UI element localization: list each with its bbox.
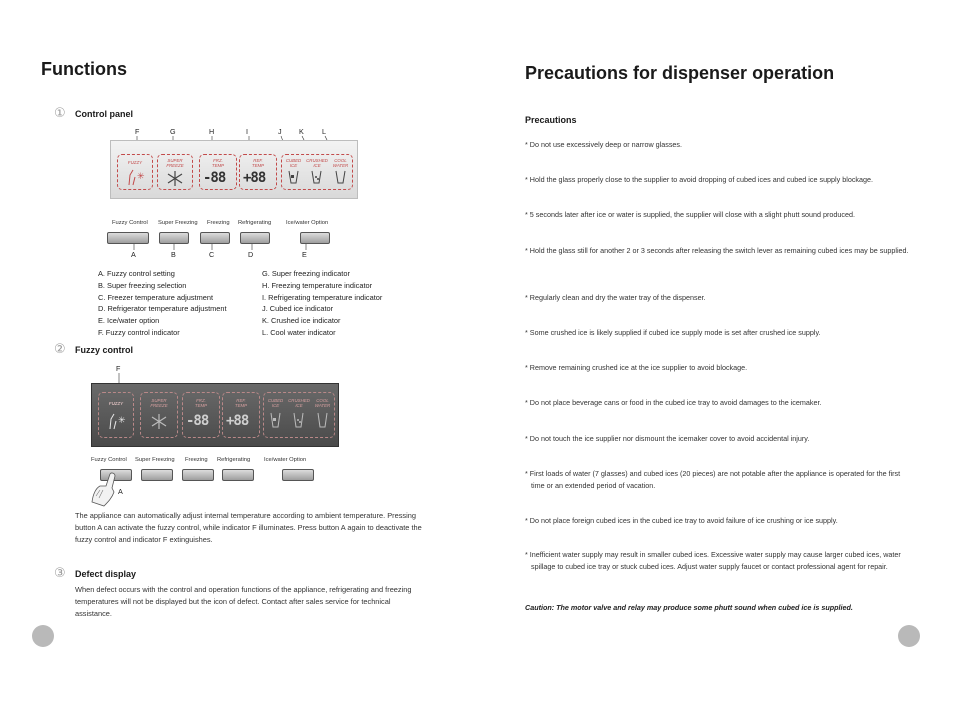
legend-item: J. Cubed ice indicator <box>262 304 334 314</box>
btn2-label-fuzzy-control: Fuzzy Control <box>91 457 127 463</box>
btn-label-ice-water-option: Ice/water Option <box>286 220 329 226</box>
cubed-glass-icon-2 <box>270 412 281 428</box>
ref-temp-label-2: TEMP <box>234 403 248 408</box>
freezer-digits: -88 <box>203 170 226 186</box>
super-freeze-indicator-2 <box>140 392 178 438</box>
btn-label-fuzzy-control: Fuzzy Control <box>112 220 148 226</box>
precaution-item: * Some crushed ice is likely supplied if cubed ice supply mode is set after crushed ice supply. <box>525 328 821 337</box>
super-freezing-button-2[interactable] <box>141 469 173 481</box>
letter-j: J <box>278 127 282 136</box>
precaution-item: * Hold the glass still for another 2 or 3 seconds after releasing the switch lever as remaining cubed ices may be supplied. <box>525 246 909 255</box>
legend-item: I. Refrigerating temperature indicator <box>262 292 383 302</box>
btn2-label-refrigerating: Refrigerating <box>217 457 251 463</box>
fuzzy-label: FUZZY <box>127 160 143 165</box>
precautions-title: Precautions for dispenser operation <box>525 63 835 83</box>
legend-item: H. Freezing temperature indicator <box>262 280 373 290</box>
panel2-letter-f: F <box>116 364 121 373</box>
freezer-temp-indicator-2 <box>182 392 220 438</box>
legend-item: A. Fuzzy control setting <box>98 269 175 278</box>
btn2-label-super-freezing: Super Freezing <box>135 457 175 463</box>
precaution-item: * Regularly clean and dry the water tray of the dispenser. <box>525 293 706 302</box>
section-number-1: ① <box>54 106 66 121</box>
ref-temp-label: TEMP <box>251 163 265 168</box>
letter-g: G <box>170 127 176 136</box>
precaution-item: * Do not touch the ice supplier nor dismount the icemaker cover to avoid accidental injury. <box>525 434 810 443</box>
legend-item: B. Super freezing selection <box>98 280 187 290</box>
refrigerating-button-2[interactable] <box>222 469 254 481</box>
btn-label-refrigerating: Refrigerating <box>238 220 272 226</box>
page-number-marker-left <box>32 625 54 647</box>
letter-l: L <box>322 127 326 136</box>
btn2-label-freezing: Freezing <box>185 457 208 463</box>
frz-temp-label-2: TEMP <box>194 403 208 408</box>
caution-note: Caution: The motor valve and relay may produce some phutt sound when cubed ice is supplied. <box>525 603 853 612</box>
cubed-label: CUBED <box>285 158 302 163</box>
crushed-ice-label: ICE <box>313 163 321 168</box>
legend-item: C. Freezer temperature adjustment <box>98 292 214 302</box>
section-number-2: ② <box>54 342 66 357</box>
frz-label-2: FRZ. <box>196 398 206 403</box>
fuzzy-panel-display <box>91 383 339 447</box>
legend-item: F. Fuzzy control indicator <box>98 327 180 337</box>
letter-d: D <box>248 250 254 259</box>
cool-label-2: COOL <box>316 398 329 403</box>
freeze-label-2: FREEZE <box>150 403 168 408</box>
precaution-item: * 5 seconds later after ice or water is supplied, the supplier will close with a slight phutt sound produced. <box>525 210 856 219</box>
crushed-label: CRUSHED <box>306 158 328 163</box>
btn-label-super-freezing: Super Freezing <box>158 220 198 226</box>
defect-display-heading: Defect display <box>75 569 137 579</box>
ref-digits: +88 <box>243 170 266 186</box>
precaution-item: * Do not use excessively deep or narrow glasses. <box>525 140 683 149</box>
precaution-item: * Do not place beverage cans or food in the cubed ice tray to avoid damages to the icemaker. <box>525 398 822 407</box>
cool-label: COOL <box>334 158 347 163</box>
legend-item: G. Super freezing indicator <box>262 269 350 278</box>
precaution-item: * Do not place foreign cubed ices in the cubed ice tray to avoid failure of ice crushing or ice supply. <box>525 516 838 525</box>
ice-water-indicators-2 <box>263 392 335 438</box>
legend-item: E. Ice/water option <box>98 316 160 326</box>
letter-a: A <box>131 250 136 259</box>
letter-e: E <box>302 250 307 259</box>
precaution-item: * First loads of water (7 glasses) and cubed ices (20 pieces) are not potable after the appliance is operated for the first time or an extended period of vacation. <box>525 469 901 491</box>
freeze-label: FREEZE <box>166 163 184 168</box>
precaution-item: * Inefficient water supply may result in smaller cubed ices. Excessive water supply may cause larger cubed ices, water spillage to cubed ice tray or stuck cubed ices. Adjust water supply faucet or contact professional agent for repair. <box>525 550 901 572</box>
cubed-label-2: CUBED <box>267 398 284 403</box>
letter-i: I <box>246 127 248 136</box>
panel2-letter-a: A <box>118 487 123 496</box>
crushed-ice-label-2: ICE <box>295 403 303 408</box>
water-label: WATER <box>332 163 349 168</box>
fuzzy-indicator-lit <box>98 392 134 438</box>
super-label: SUPER <box>167 158 183 163</box>
fuzzy-icon-2 <box>107 411 127 431</box>
crushed-label-2: CRUSHED <box>288 398 310 403</box>
letter-b: B <box>171 250 176 259</box>
letter-f: F <box>135 127 140 136</box>
svg-text:✳: ✳ <box>118 415 126 425</box>
precaution-item: * Hold the glass properly close to the supplier to avoid dropping of cubed ices and cubed ice supply blockage. <box>525 175 874 184</box>
cubed-ice-label-2: ICE <box>271 403 280 408</box>
section-number-3: ③ <box>54 566 66 581</box>
fuzzy-control-heading: Fuzzy control <box>75 345 133 355</box>
ref-label: REF. <box>253 158 263 163</box>
legend-item: D. Refrigerator temperature adjustment <box>98 304 227 314</box>
super-label-2: SUPER <box>151 398 167 403</box>
letter-k: K <box>299 127 304 136</box>
ref-digits-2: +88 <box>226 413 249 429</box>
freezer-digits-2: -88 <box>186 413 209 429</box>
precautions-subtitle: Precautions <box>525 115 577 125</box>
fuzzy-label-2: FUZZY <box>108 401 124 406</box>
frz-label: FRZ. <box>213 158 223 163</box>
letter-c: C <box>209 250 215 259</box>
water-glass-icon-2 <box>317 412 328 428</box>
page-number-marker-right <box>898 625 920 647</box>
cubed-ice-label: ICE <box>289 163 298 168</box>
svg-text:✳: ✳ <box>137 171 145 181</box>
water-label-2: WATER <box>314 403 331 408</box>
frz-temp-label: TEMP <box>211 163 225 168</box>
precaution-item: * Remove remaining crushed ice at the ice supplier to avoid blockage. <box>525 363 748 372</box>
crushed-glass-icon-2 <box>293 412 304 428</box>
freezing-button-2[interactable] <box>182 469 214 481</box>
functions-title: Functions <box>41 59 127 79</box>
ice-water-option-button-2[interactable] <box>282 469 314 481</box>
legend-item: K. Crushed ice indicator <box>262 316 341 326</box>
letter-h: H <box>209 127 215 136</box>
fuzzy-control-paragraph: The appliance can automatically adjust internal temperature according to ambient temperature. Pressing button A can activate the fuzzy control, while indicator F illuminates. Press button A again to deactivate the fuzzy control and indicator F extinguishes. <box>75 511 422 545</box>
control-panel-heading: Control panel <box>75 109 133 119</box>
btn2-label-ice-water-option: Ice/water Option <box>264 457 307 463</box>
btn-label-freezing: Freezing <box>207 220 230 226</box>
legend-item: L. Cool water indicator <box>262 327 336 337</box>
defect-display-paragraph: When defect occurs with the control and operation functions of the appliance, refrigerating and freezing temperatures will not be displayed but the icon of defect. Contact after sales service for technical assistance. <box>75 585 412 619</box>
ref-label-2: REF. <box>236 398 246 403</box>
ref-temp-indicator-2 <box>222 392 260 438</box>
snowflake-icon-2 <box>150 413 168 430</box>
